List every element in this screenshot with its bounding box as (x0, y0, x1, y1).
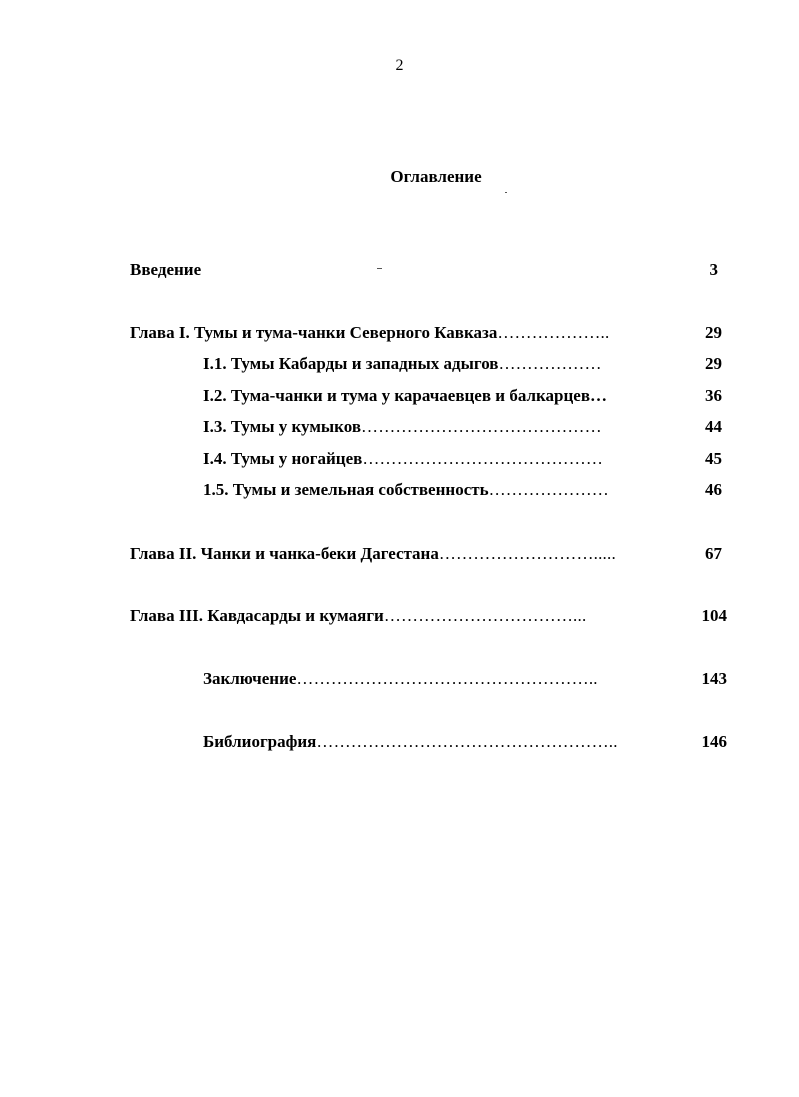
scan-speck (377, 268, 382, 269)
toc-entry-dots: ………………… (488, 480, 609, 499)
toc-entry-text: Глава III. Кавдасарды и кумаяги (130, 606, 384, 625)
toc-page-section-1-5: 46 (705, 480, 722, 499)
toc-entry-section-1-1 (203, 353, 602, 375)
toc-entry-dots: ………………………..... (438, 544, 616, 563)
toc-entry-text: Библиография (203, 732, 317, 751)
toc-entry-text: Заключение (203, 669, 297, 688)
toc-entry-text: I.1. Тумы Кабарды и западных адыгов (203, 354, 499, 373)
toc-entry-chapter-2 (130, 543, 616, 565)
toc-page-chapter-1: 29 (705, 323, 722, 342)
toc-entry-section-1-3 (203, 416, 602, 438)
page-number: 2 (395, 57, 404, 74)
toc-entry-text: Введение (130, 260, 202, 279)
toc-entry-dots: …………………………………… (361, 417, 602, 436)
toc-entry-dots: …………………………………… (362, 449, 604, 468)
toc-page-chapter-2: 67 (705, 544, 722, 563)
toc-entry-dots: …………………………………………….. (316, 732, 618, 751)
toc-entry-text: I.3. Тумы у кумыков (203, 417, 361, 436)
toc-entry-section-1-5 (203, 479, 609, 501)
toc-title: Оглавление (390, 167, 482, 186)
toc-page-chapter-3: 104 (701, 606, 727, 625)
toc-entry-section-1-4 (203, 448, 603, 470)
toc-page-bibliography: 146 (701, 732, 727, 751)
toc-entry-bibliography (203, 731, 618, 753)
toc-entry-dots: …………………………………………….. (296, 669, 598, 688)
toc-entry-text: Глава I. Тумы и тума-чанки Северного Кавказа (130, 323, 498, 342)
toc-entry-dots: ……………….. (497, 323, 610, 342)
toc-page-section-1-2: 36 (705, 386, 722, 405)
toc-entry-introduction (130, 259, 201, 281)
toc-entry-text: Глава II. Чанки и чанка-беки Дагестана (130, 544, 439, 563)
toc-entry-conclusion (203, 668, 598, 690)
toc-page-introduction: 3 (709, 260, 718, 279)
toc-entry-dots: ……………… (498, 354, 602, 373)
toc-entry-text: I.4. Тумы у ногайцев (203, 449, 363, 468)
scan-speck (505, 192, 507, 193)
toc-page-section-1-3: 44 (705, 417, 722, 436)
toc-page-section-1-1: 29 (705, 354, 722, 373)
toc-entry-text: 1.5. Тумы и земельная собственность (203, 480, 489, 499)
toc-entry-dots: ……………………………... (383, 606, 587, 625)
toc-entry-chapter-3 (130, 605, 586, 627)
toc-page-conclusion: 143 (701, 669, 727, 688)
toc-entry-chapter-1 (130, 322, 609, 344)
toc-entry-text: I.2. Тума-чанки и тума у карачаевцев и балкарцев… (203, 386, 608, 405)
toc-entry-section-1-2 (203, 385, 607, 407)
toc-page-section-1-4: 45 (705, 449, 722, 468)
